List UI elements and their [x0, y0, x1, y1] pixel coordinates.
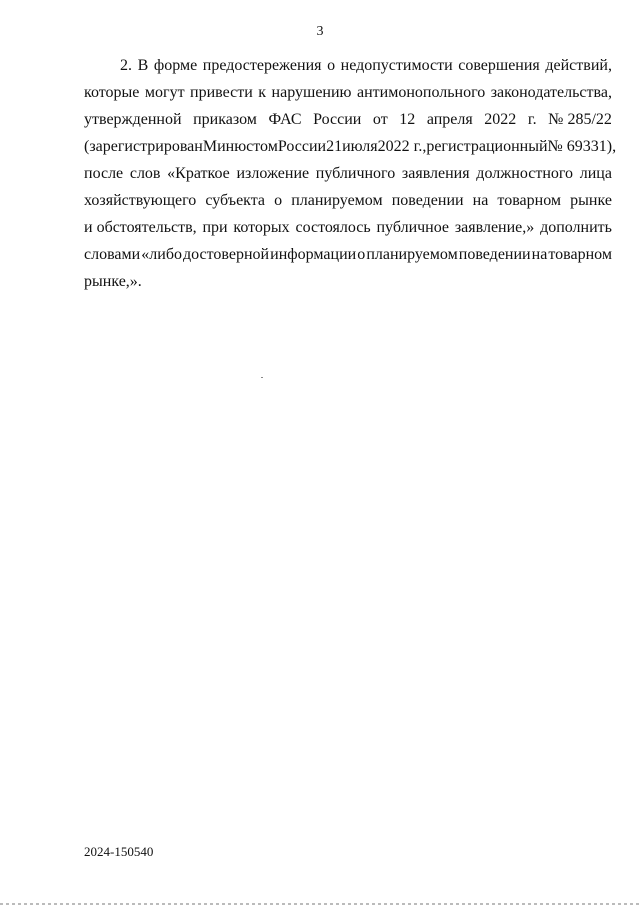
word: субъекта: [205, 192, 266, 209]
word: ФАС: [268, 111, 302, 128]
word: к: [258, 84, 267, 101]
document-code: 2024-150540: [84, 844, 154, 859]
paragraph-line: [84, 268, 612, 295]
scan-artifact: [261, 377, 263, 378]
word: публичное: [376, 219, 450, 236]
word: и обстоятельств,: [84, 219, 197, 236]
word: антимонопольного: [356, 84, 486, 101]
word: утвержденной: [84, 111, 182, 128]
word: № 285/22: [548, 111, 612, 128]
word: планируемом: [366, 246, 458, 263]
word: на: [531, 246, 548, 263]
word: могут: [144, 84, 185, 101]
word: действий,: [545, 57, 612, 74]
word: заявление,»: [454, 219, 535, 236]
word: 21: [326, 138, 343, 155]
word: нарушению: [271, 84, 352, 101]
word: (зарегистрирован: [84, 138, 203, 155]
word: дополнить: [540, 219, 612, 236]
word: России: [277, 138, 327, 155]
word: России: [313, 111, 362, 128]
word: 2.: [120, 57, 132, 74]
word: от: [372, 111, 388, 128]
word: совершения: [458, 57, 540, 74]
word: заявления: [401, 165, 470, 182]
word: «Краткое: [167, 165, 230, 182]
word: «либо: [141, 246, 182, 263]
word: 12: [399, 111, 416, 128]
word: которые: [84, 84, 140, 101]
word: г.: [527, 111, 537, 128]
word: апреля: [426, 111, 473, 128]
word: на: [472, 192, 489, 209]
paragraph-line: [84, 133, 617, 160]
paragraph-line: [84, 79, 612, 106]
word: которых: [233, 219, 290, 236]
word: недопустимости: [340, 57, 453, 74]
word: лица: [579, 165, 612, 182]
word: о: [357, 246, 366, 263]
word: информации: [270, 246, 357, 263]
word: поведении: [391, 192, 464, 209]
word: поведении: [458, 246, 531, 263]
word: регистрационный: [426, 138, 548, 155]
word: законодательства,: [490, 84, 612, 101]
word: публичного: [315, 165, 396, 182]
word: Минюстом: [202, 138, 278, 155]
word: предостережения: [202, 57, 322, 74]
word: о: [327, 57, 336, 74]
paragraph-line: [84, 187, 612, 214]
word: рынке: [570, 192, 612, 209]
word: словами: [84, 246, 141, 263]
word: при: [202, 219, 228, 236]
word: о: [274, 192, 283, 209]
paragraph-line: [84, 160, 612, 187]
word: приказом: [193, 111, 257, 128]
amendment-paragraph: [84, 52, 617, 295]
word: 2022 г.,: [377, 138, 427, 155]
word: июля: [342, 138, 378, 155]
word: изложение: [236, 165, 310, 182]
word: состоялось: [295, 219, 371, 236]
paragraph-line: [84, 214, 612, 241]
word: хозяйствующего: [84, 192, 197, 209]
paragraph-line: [84, 241, 612, 268]
word: В: [137, 57, 149, 74]
word: должностного: [476, 165, 574, 182]
word: 2022: [484, 111, 517, 128]
word: товарном: [548, 246, 612, 263]
word: слов: [129, 165, 161, 182]
word: достоверной: [183, 246, 270, 263]
word: № 69331),: [547, 138, 617, 155]
word: форме: [153, 57, 198, 74]
word: после: [84, 165, 124, 182]
word: рынке,».: [84, 273, 142, 290]
word: товарном: [497, 192, 562, 209]
page-number: 3: [316, 24, 324, 39]
word: планируемом: [291, 192, 383, 209]
paragraph-line: [84, 52, 612, 79]
word: привести: [190, 84, 253, 101]
paragraph-line: [84, 106, 612, 133]
